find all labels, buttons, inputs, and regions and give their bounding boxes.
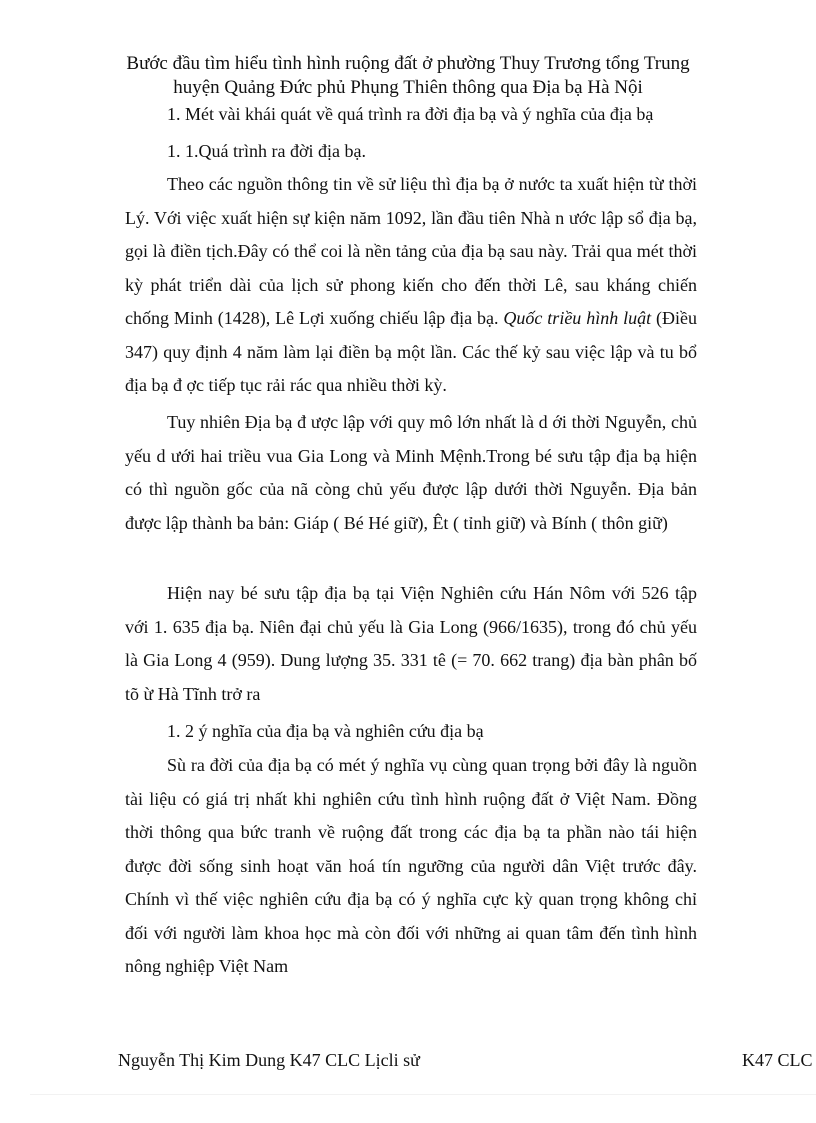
section-heading-1-1: 1. 1.Quá trình ra đời địa bạ.	[167, 141, 366, 161]
footer-class-label: K47 CLC	[742, 1050, 813, 1070]
paragraph-origin-text-b: (Điều 347) quy định 4 năm làm lại điền bạ một lần. Các thế kỷ sau việc lập và tu bổ địa bạ đ ợc tiếp tục rải rác qua nhiều thời kỳ.	[125, 308, 697, 395]
paragraph-collection: Hiện nay bé sưu tập địa bạ tại Viện Nghiên cứu Hán Nôm với 526 tập với 1. 635 địa bạ. Niên đại chủ yếu là Gia Long (966/1635), trong đó chủ yếu là Gia Long 4 (959). Dung lượng 35. 331 tê (= 70. 662 trang) địa bàn phân bố tõ ừ Hà Tĩnh trở ra	[125, 583, 697, 704]
paragraph-origin	[125, 168, 697, 403]
section-heading-1: 1. Mét vài khái quát về quá trình ra đời địa bạ và ý nghĩa của địa bạ	[167, 104, 654, 124]
paragraph-significance: Sù ra đời của địa bạ có mét ý nghĩa vụ cùng quan trọng bởi đây là nguồn tài liệu có giá trị nhất khi nghiên cứu tình hình ruộng đất ở Việt Nam. Đồng thời thông qua bức tranh về ruộng đất trong các địa bạ ta phần nào tái hiện được đời sống sinh hoạt văn hoá tín ngưỡng của người dân Việt trước đây. Chính vì thế việc nghiên cứu địa bạ có ý nghĩa cực kỳ quan trọng không chỉ đối với người làm khoa học mà còn đối với những ai quan tâm đến tình hình nông nghiệp Việt Nam	[125, 755, 697, 976]
title-line-2: huyện Quảng Đức phủ Phụng Thiên thông qua Địa bạ Hà Nội	[173, 77, 643, 98]
footer-author: Nguyễn Thị Kim Dung K47 CLC Lịcli sử	[118, 1050, 420, 1070]
paragraph-nguyen-dynasty: Tuy nhiên Địa bạ đ ược lập với quy mô lớn nhất là d ới thời Nguyễn, chủ yếu d ưới hai triều vua Gia Long và Minh Mệnh.Trong bé sưu tập địa bạ hiện có thì nguồn gốc của nã còng chủ yếu được lập dưới thời Nguyễn. Địa bản được lập thành ba bản: Giáp ( Bé Hé giữ), Êt ( tỉnh giữ) và Bính ( thôn giữ)	[125, 412, 697, 533]
title-line-1: Bước đầu tìm hiểu tình hình ruộng đất ở phường Thuy Trương tổng Trung	[126, 53, 690, 74]
paragraph-origin-italic-title: Quốc triều hình luật	[503, 308, 652, 328]
document-title	[118, 52, 698, 100]
page-bottom-divider	[30, 1094, 816, 1095]
section-heading-1-2: 1. 2 ý nghĩa của địa bạ và nghiên cứu địa bạ	[167, 721, 484, 741]
paragraph-origin-text-a: Theo các nguồn thông tin về sử liệu thì địa bạ ở nước ta xuất hiện từ thời Lý. Với việc xuất hiện sự kiện năm 1092, lần đầu tiên Nhà n ước lập sổ địa bạ, gọi là điền tịch.Đây có thể coi là nền tảng của địa bạ sau này. Trải qua mét thời kỳ phát triển dài của lịch sử phong kiến cho đến thời Lê, sau kháng chiến chống Minh (1428), Lê Lợi xuống chiếu lập địa bạ.	[125, 174, 697, 328]
